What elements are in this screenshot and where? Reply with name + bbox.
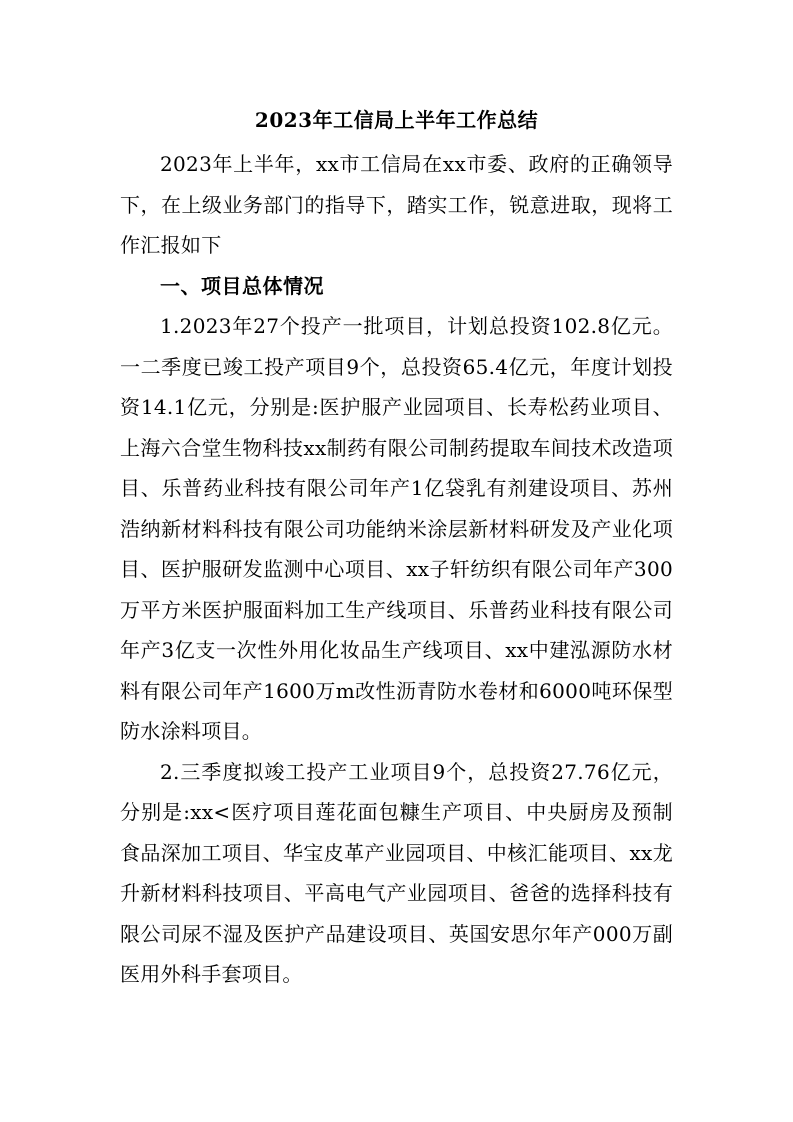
item-1-paragraph: 1.2023年27个投产一批项目，计划总投资102.8亿元。一二季度已竣工投产项目9个，总投资65.4亿元，年度计划投资14.1亿元，分别是:医护服产业园项目、长寿松药业项目、上海六合堂生物科技xx制药有限公司制药提取车间技术改造项目、乐普药业科技有限公司年产1亿袋乳有剂建设项目、苏州浩纳新材料科技有限公司功能纳米涂层新材料研发及产业化项目、医护服研发监测中心项目、xx子轩纺织有限公司年产300万平方米医护服面料加工生产线项目、乐普药业科技有限公司年产3亿支一次性外用化妆品生产线项目、xx中建泓源防水材料有限公司年产1600万m改性沥青防水卷材和6000吨环保型防水涂料项目。 [120, 314, 673, 743]
intro-paragraph: 2023年上半年，xx市工信局在xx市委、政府的正确领导下，在上级业务部门的指导下，踏实工作，锐意进取，现将工作汇报如下 [120, 152, 673, 257]
document-title: 2023年工信局上半年工作总结 [254, 108, 539, 132]
section-heading: 一、项目总体情况 [160, 273, 324, 298]
item-2-paragraph: 2.三季度拟竣工投产工业项目9个，总投资27.76亿元，分别是:xx<医疗项目莲花面包糠生产项目、中央厨房及预制食品深加工项目、华宝皮革产业园项目、中核汇能项目、xx龙升新材料科技项目、平高电气产业园项目、爸爸的选择科技有限公司尿不湿及医护产品建设项目、英国安思尔年产000万副医用外科手套项目。 [120, 759, 673, 986]
